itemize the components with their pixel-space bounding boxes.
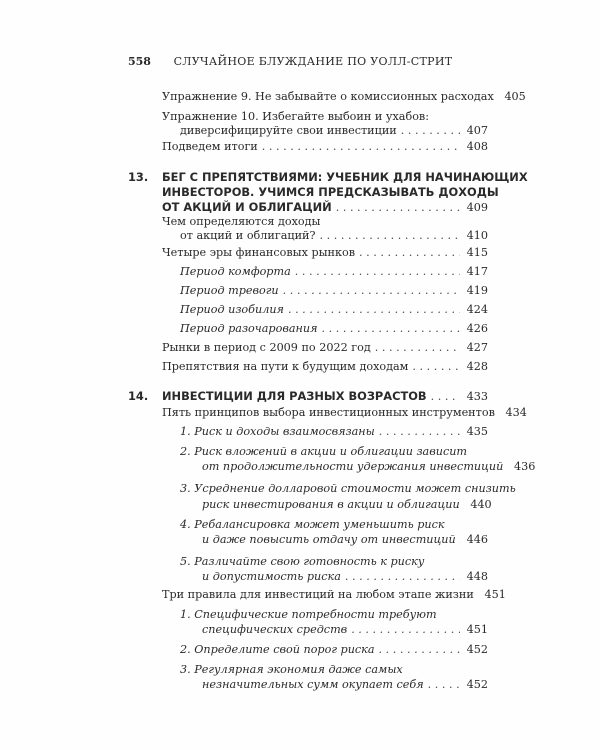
chapter-title-line: ОТ АКЦИЙ И ОБЛИГАЦИЙ [162, 200, 332, 214]
toc-entry-page: 405 [504, 90, 526, 103]
toc-entry-line: 2. Риск вложений в акции и облигации зависит [180, 445, 468, 458]
toc-entry-page: 452 [466, 678, 488, 691]
toc-entry-page: 452 [466, 643, 488, 656]
toc-entry-title: риск инвестирования в акции и облигации [202, 498, 460, 511]
toc-entry-line: Упражнение 10. Избегайте выбоин и ухабов: [162, 110, 430, 123]
toc-entry-page: 419 [466, 284, 488, 297]
toc-entry-title: и даже повысить отдачу от инвестиций [202, 533, 456, 546]
toc-entry-page: 446 [466, 533, 488, 546]
toc-entry-line: 4. Ребалансировка может уменьшить риск [180, 518, 445, 531]
toc-entry-title: диверсифицируйте свои инвестиции [180, 124, 397, 137]
leader-dots [351, 623, 460, 637]
toc-entry [162, 140, 488, 154]
toc-entry-page: 424 [466, 303, 488, 316]
toc-entry [180, 322, 488, 336]
toc-entry [202, 570, 488, 584]
toc-entry [202, 623, 488, 637]
toc-entry [180, 124, 488, 138]
toc-entry-page: 451 [466, 623, 488, 636]
leader-dots [379, 425, 460, 439]
toc-entry-line: 3. Регулярная экономия даже самых [180, 663, 403, 676]
toc-entry-title: Период изобилия [180, 303, 284, 316]
toc-entry-page: 434 [505, 406, 527, 419]
leader-dots [262, 140, 460, 154]
toc-entry [162, 360, 488, 374]
toc-entry-title: Рынки в период с 2009 по 2022 год [162, 341, 371, 354]
toc-entry [180, 284, 488, 298]
toc-entry [162, 246, 488, 260]
leader-dots [321, 322, 460, 336]
toc-entry-title: от продолжительности удержания инвестиций [202, 460, 504, 473]
leader-dots [283, 284, 460, 298]
toc-entry [180, 265, 488, 279]
leader-dots [288, 303, 460, 317]
toc-entry [180, 303, 488, 317]
leader-dots [336, 201, 460, 215]
toc-entry-title: Упражнение 9. Не забывайте о комиссионных расходах [162, 90, 494, 103]
toc-entry [162, 588, 506, 602]
toc-entry-page: 409 [466, 201, 488, 214]
chapter-title-line: БЕГ С ПРЕПЯТСТВИЯМИ: УЧЕБНИК ДЛЯ НАЧИНАЮЩИХ [162, 170, 528, 184]
toc-entry [162, 341, 488, 355]
toc-entry-page: 417 [466, 265, 488, 278]
toc-entry-page: 426 [466, 322, 488, 335]
chapter-title-line: ИНВЕСТОРОВ. УЧИМСЯ ПРЕДСКАЗЫВАТЬ ДОХОДЫ [162, 185, 499, 199]
toc-entry [162, 406, 527, 420]
toc-entry-title: от акций и облигаций? [180, 229, 316, 242]
toc-entry [180, 229, 488, 243]
chapter-title-line: ИНВЕСТИЦИИ ДЛЯ РАЗНЫХ ВОЗРАСТОВ [162, 389, 427, 403]
toc-entry-page: 440 [470, 498, 492, 511]
toc-entry-page: 428 [466, 360, 488, 373]
toc-entry-line: 5. Различайте свою готовность к риску [180, 555, 425, 568]
toc-entry-title: специфических средств [202, 623, 348, 636]
toc-entry-title: Пять принципов выбора инвестиционных инструментов [162, 406, 495, 419]
toc-entry [162, 90, 526, 104]
chapter-entry [162, 200, 488, 215]
toc-entry-title: Период разочарования [180, 322, 318, 335]
toc-entry-page: 436 [514, 460, 536, 473]
leader-dots [401, 124, 460, 138]
toc-entry-page: 433 [466, 390, 488, 403]
toc-entry [202, 533, 488, 547]
toc-entry-title: Четыре эры финансовых рынков [162, 246, 356, 259]
toc-entry-page: 435 [466, 425, 488, 438]
leader-dots [345, 570, 460, 584]
toc-entry-title: 2. Определите свой порог риска [180, 643, 375, 656]
toc-entry [180, 643, 488, 657]
toc-entry-page: 408 [466, 140, 488, 153]
leader-dots [375, 341, 460, 355]
leader-dots [431, 390, 460, 404]
toc-entry-title: 1. Риск и доходы взаимосвязаны [180, 425, 375, 438]
toc-entry-title: Препятствия на пути к будущим доходам [162, 360, 409, 373]
toc-entry [180, 425, 488, 439]
leader-dots [412, 360, 460, 374]
toc-entry-page: 410 [466, 229, 488, 242]
toc-entry-line: 1. Специфические потребности требуют [180, 608, 437, 621]
toc-entry-title: Три правила для инвестиций на любом этапе жизни [162, 588, 474, 601]
toc-entry-page: 407 [466, 124, 488, 137]
page-number: 558 [128, 55, 151, 68]
toc-entry-page: 451 [484, 588, 506, 601]
toc-entry-page: 427 [466, 341, 488, 354]
leader-dots [379, 643, 460, 657]
toc-entry-title: Период тревоги [180, 284, 279, 297]
leader-dots [359, 246, 460, 260]
running-title: СЛУЧАЙНОЕ БЛУЖДАНИЕ ПО УОЛЛ-СТРИТ [173, 55, 453, 68]
leader-dots [320, 229, 461, 243]
toc-entry-title: и допустимость риска [202, 570, 341, 583]
toc-entry-page: 448 [466, 570, 488, 583]
chapter-number: 14. [128, 389, 149, 403]
toc-entry [202, 460, 536, 474]
toc-entry-line: 3. Усреднение долларовой стоимости может снизить [180, 482, 516, 495]
toc-entry [202, 678, 488, 692]
chapter-entry [162, 389, 488, 404]
toc-entry [202, 498, 492, 512]
toc-entry-title: Период комфорта [180, 265, 291, 278]
leader-dots [295, 265, 460, 279]
leader-dots [428, 678, 460, 692]
toc-entry-line: Чем определяются доходы [162, 215, 321, 228]
toc-entry-page: 415 [466, 246, 488, 259]
toc-entry-title: Подведем итоги [162, 140, 258, 153]
toc-entry-title: незначительных сумм окупает себя [202, 678, 424, 691]
chapter-number: 13. [128, 170, 149, 184]
